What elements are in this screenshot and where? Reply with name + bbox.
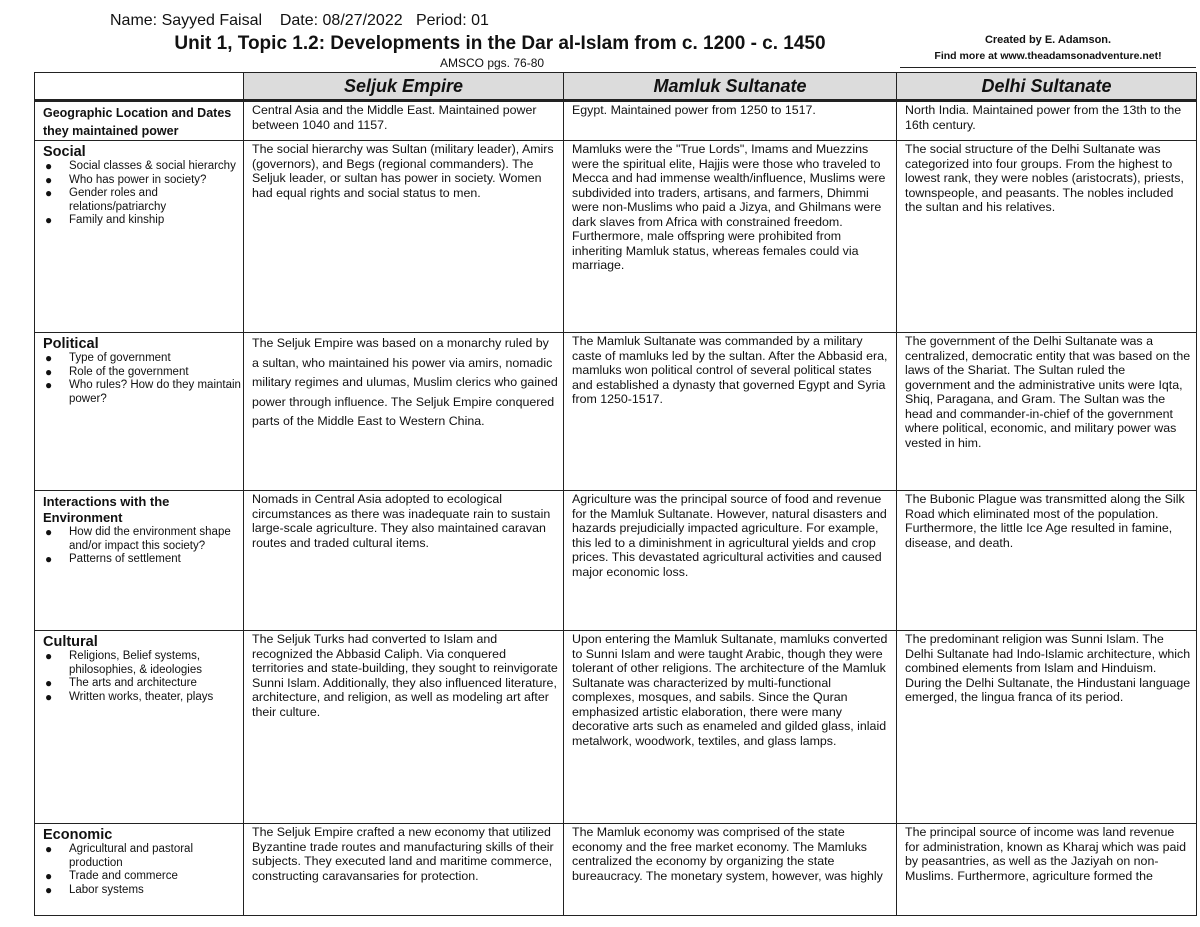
cell-delhi: The social structure of the Delhi Sultanate was categorized into four groups. From the highest to lowest rank, they were nobles (aristocrats), priests, townspeople, and peasants. The nobles included the sultan and his relatives. bbox=[897, 141, 1197, 333]
column-header-mamluk: Mamluk Sultanate bbox=[564, 73, 897, 101]
row-label: Geographic Location and Dates they maintained power bbox=[43, 106, 232, 138]
row-label-cell bbox=[35, 333, 244, 491]
list-item: ● Who has power in society? bbox=[43, 174, 241, 188]
list-item: ● Family and kinship bbox=[43, 214, 241, 228]
table-row-political bbox=[35, 333, 1197, 491]
bullet-list bbox=[43, 160, 241, 228]
row-label-cell bbox=[35, 491, 244, 631]
bullet-list bbox=[43, 352, 241, 406]
author-credit: Created by E. Adamson. bbox=[984, 34, 1112, 46]
cell-delhi: The Bubonic Plague was transmitted along the Silk Road which eliminated most of the population. Furthermore, the little Ice Age resulted in famine, disease, and death. bbox=[897, 491, 1197, 631]
cell-seljuk: The Seljuk Empire crafted a new economy that utilized Byzantine trade routes and manufacturing skills of their subjects. They executed land and maritime commerce, constructing caravansaries for protection. bbox=[244, 824, 564, 916]
table-row-social bbox=[35, 141, 1197, 333]
row-label: Social bbox=[43, 144, 86, 160]
bullet-list bbox=[43, 526, 241, 567]
bullet-list bbox=[43, 843, 241, 897]
cell-mamluk: Egypt. Maintained power from 1250 to 1517. bbox=[564, 101, 897, 141]
list-item: ● Role of the government bbox=[43, 366, 241, 380]
row-label-cell bbox=[35, 631, 244, 824]
list-item: ● Type of government bbox=[43, 352, 241, 366]
list-item: ● Who rules? How do they maintain power? bbox=[43, 379, 241, 406]
list-item: ● Gender roles and relations/patriarchy bbox=[43, 187, 241, 214]
cell-seljuk: The Seljuk Empire was based on a monarchy ruled by a sultan, who maintained his power via amirs, nomadic military regimes and ulumas, Muslim clerics who gained power through influence. The Seljuk Empire conquered parts of the Middle East to Western China. bbox=[244, 333, 564, 491]
row-label-cell bbox=[35, 141, 244, 333]
cell-delhi: North India. Maintained power from the 13th to the 16th century. bbox=[897, 101, 1197, 141]
cell-seljuk: The social hierarchy was Sultan (military leader), Amirs (governors), and Begs (regional commanders). The Seljuk leader, or sultan has power in society. Women had equal rights and social status to men. bbox=[244, 141, 564, 333]
website-credit: Find more at www.theadamsonadventure.net! bbox=[934, 50, 1162, 62]
list-item: ● Agricultural and pastoral production bbox=[43, 843, 241, 870]
cell-mamluk: Mamluks were the "True Lords", Imams and Muezzins were the spiritual elite, Hajjis were those who traveled to Mecca and had immense wealth/influence, Muslims were subdivided into traders, artisans, and farmers, Dhimmi were non-Muslims who paid a Jizya, and Ghilmans were dark slaves from Africa with constrained freedom. Furthermore, male offspring were prohibited from inheriting Mamluk status, whereas females could via marriage. bbox=[564, 141, 897, 333]
row-label-cell bbox=[35, 101, 244, 141]
list-item: ● Patterns of settlement bbox=[43, 553, 241, 567]
list-item: ● How did the environment shape and/or impact this society? bbox=[43, 526, 241, 553]
cell-seljuk: Central Asia and the Middle East. Maintained power between 1040 and 1157. bbox=[244, 101, 564, 141]
cell-delhi: The government of the Delhi Sultanate was a centralized, democratic entity that was based on the laws of the Shariat. The Sultan ruled the government and the administrative units were Iqta, Shiq, Paragana, and Gram. The Sultan was the head and commander-in-chief of the government where political, economic, and military power was vested in him. bbox=[897, 333, 1197, 491]
divider bbox=[900, 67, 1196, 68]
cell-mamluk: The Mamluk Sultanate was commanded by a military caste of mamluks led by the sultan. After the Abbasid era, mamluks won political control of several political states and established a dynasty that governed Egypt and Syria from 1250-1517. bbox=[564, 333, 897, 491]
table-row-environment bbox=[35, 491, 1197, 631]
student-info-line: Name: Sayyed Faisal Date: 08/27/2022 Period: 01 bbox=[110, 12, 489, 29]
page-title: Unit 1, Topic 1.2: Developments in the Dar al-Islam from c. 1200 - c. 1450 bbox=[174, 33, 826, 54]
table-row-geographic bbox=[35, 101, 1197, 141]
row-label: Economic bbox=[43, 827, 113, 843]
header-blank-cell bbox=[35, 73, 244, 101]
column-header-seljuk: Seljuk Empire bbox=[244, 73, 564, 101]
table-row-cultural bbox=[35, 631, 1197, 824]
list-item: ● The arts and architecture bbox=[43, 677, 241, 691]
cell-mamluk: Upon entering the Mamluk Sultanate, mamluks converted to Sunni Islam and were taught Arabic, though they were tolerant of other religions. The architecture of the Mamluk Sultanate was characterized by multi-functional complexes, mosques, and sabils. Since the Quran emphasized artistic elaboration, there were many decorative arts such as enameled and gilded glass, inlaid metalwork, woodwork, textiles, and glass lamps. bbox=[564, 631, 897, 824]
list-item: ● Trade and commerce bbox=[43, 870, 241, 884]
table-header-row bbox=[35, 73, 1197, 101]
cell-seljuk: The Seljuk Turks had converted to Islam and recognized the Abbasid Caliph. Via conquered territories and state-building, they sought to reinvigorate Sunni Islam. Additionally, they also influenced literature, architecture, and religion, as well as modeling art after their culture. bbox=[244, 631, 564, 824]
row-label-cell bbox=[35, 824, 244, 916]
list-item: ● Religions, Belief systems, philosophies, & ideologies bbox=[43, 650, 241, 677]
column-header-delhi: Delhi Sultanate bbox=[897, 73, 1197, 101]
credit-block bbox=[898, 32, 1198, 64]
row-label: Interactions with the Environment bbox=[43, 494, 170, 525]
list-item: ● Written works, theater, plays bbox=[43, 691, 241, 705]
cell-mamluk: Agriculture was the principal source of food and revenue for the Mamluk Sultanate. However, natural disasters and hazards prejudicially impacted agriculture. For example, this led to a diminishment in agricultural yields and crop prices. This devastated agricultural activities and caused major economic loss. bbox=[564, 491, 897, 631]
cell-delhi: The principal source of income was land revenue for administration, known as Kharaj which was paid by peasantries, as well as the Jaziyah on non-Muslims. Furthermore, agriculture formed the bbox=[897, 824, 1197, 916]
bullet-list bbox=[43, 650, 241, 704]
cell-seljuk: Nomads in Central Asia adopted to ecological circumstances as there was inadequate rain to sustain large-scale agriculture. They also maintained caravan routes and traded cultural items. bbox=[244, 491, 564, 631]
cell-delhi: The predominant religion was Sunni Islam. The Delhi Sultanate had Indo-Islamic architecture, which combined elements from Islam and Hinduism. During the Delhi Sultanate, the Hindustani language emerged, the lingua franca of its period. bbox=[897, 631, 1197, 824]
row-label: Political bbox=[43, 336, 99, 352]
table-row-economic bbox=[35, 824, 1197, 916]
list-item: ● Labor systems bbox=[43, 884, 241, 898]
comparison-table bbox=[34, 72, 1197, 916]
cell-mamluk: The Mamluk economy was comprised of the state economy and the free market economy. The Mamluks centralized the economy by organizing the state bureaucracy. The monetary system, however, was highly bbox=[564, 824, 897, 916]
row-label: Cultural bbox=[43, 634, 98, 650]
list-item: ● Social classes & social hierarchy bbox=[43, 160, 241, 174]
textbook-pages: AMSCO pgs. 76-80 bbox=[440, 56, 545, 70]
